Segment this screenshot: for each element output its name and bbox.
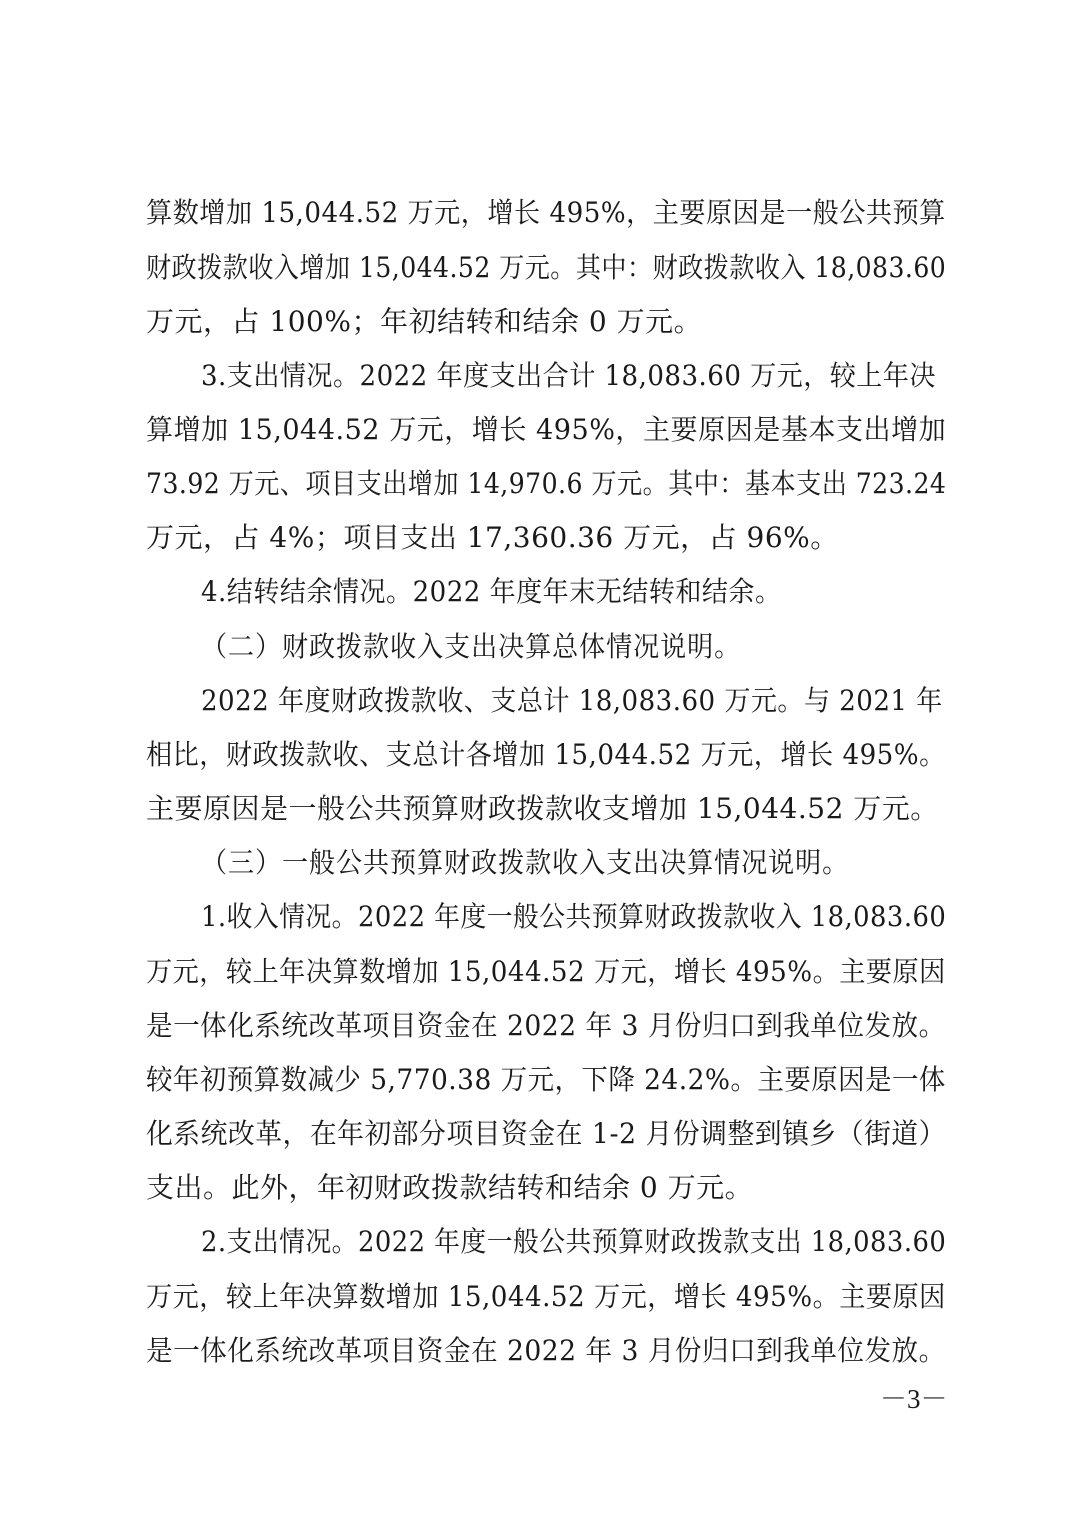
body-line-12: 主要原因是一般公共预算财政拨款收支增加 15,044.52 万元。 — [146, 792, 939, 825]
body-line-7: 万元，占 4%；项目支出 17,360.36 万元，占 96%。 — [146, 521, 839, 554]
body-line-17: 较年初预算数减少 5,770.38 万元，下降 24.2%。主要原因是一体 — [146, 1063, 946, 1096]
body-line-11: 相比，财政拨款收、支总计各增加 15,044.52 万元，增长 495%。 — [146, 738, 946, 771]
body-line-8: 4.结转结余情况。2022 年度年末无结转和结余。 — [201, 575, 782, 608]
body-line-3: 万元，占 100%；年初结转和结余 0 万元。 — [146, 305, 703, 338]
body-line-2: 财政拨款收入增加 15,044.52 万元。其中：财政拨款收入 18,083.60 — [146, 251, 947, 284]
body-line-21: 万元，较上年决算数增加 15,044.52 万元，增长 495%。主要原因 — [146, 1280, 946, 1313]
body-line-16: 是一体化系统改革项目资金在 2022 年 3 月份归口到我单位发放。 — [146, 1009, 946, 1042]
body-line-19: 支出。此外，年初财政拨款结转和结余 0 万元。 — [146, 1171, 754, 1204]
body-line-1: 算数增加 15,044.52 万元，增长 495%，主要原因是一般公共预算 — [146, 196, 946, 229]
page-number: －3－ — [880, 1384, 948, 1414]
body-line-5: 算增加 15,044.52 万元，增长 495%，主要原因是基本支出增加 — [146, 413, 947, 446]
body-line-22: 是一体化系统改革项目资金在 2022 年 3 月份归口到我单位发放。 — [146, 1334, 946, 1367]
section-heading-2: （二）财政拨款收入支出决算总体情况说明。 — [201, 630, 742, 663]
body-line-6: 73.92 万元、项目支出增加 14,970.6 万元。其中：基本支出 723.24 — [146, 467, 947, 500]
body-line-18: 化系统改革，在年初部分项目资金在 1-2 月份调整到镇乡（街道） — [146, 1117, 946, 1150]
body-line-20: 2.支出情况。2022 年度一般公共预算财政拨款支出 18,083.60 — [201, 1225, 947, 1258]
body-line-14: 1.收入情况。2022 年度一般公共预算财政拨款收入 18,083.60 — [201, 900, 947, 933]
body-line-4: 3.支出情况。2022 年度支出合计 18,083.60 万元，较上年决 — [201, 359, 936, 392]
body-line-10: 2022 年度财政拨款收、支总计 18,083.60 万元。与 2021 年 — [201, 684, 943, 717]
section-heading-3: （三）一般公共预算财政拨款收入支出决算情况说明。 — [201, 846, 850, 879]
body-line-15: 万元，较上年决算数增加 15,044.52 万元，增长 495%。主要原因 — [146, 955, 946, 988]
